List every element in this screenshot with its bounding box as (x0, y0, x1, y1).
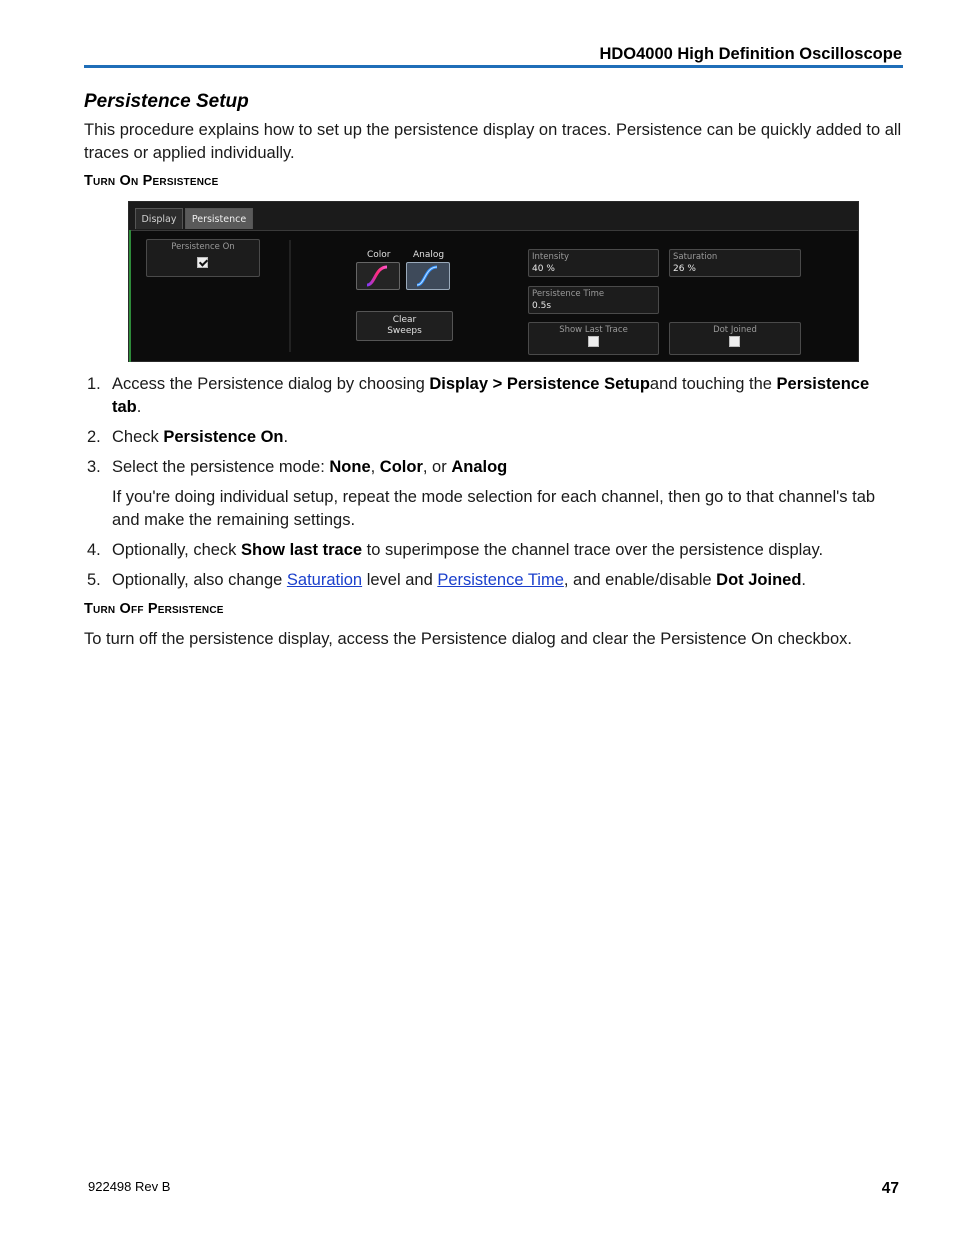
dot-joined-control[interactable] (669, 322, 801, 355)
persistence-dialog-screenshot (128, 201, 859, 362)
section-title: Persistence Setup (84, 91, 249, 112)
tab-display[interactable]: Display (135, 208, 183, 229)
step-number: 1. (87, 375, 101, 393)
clear-sweeps-line1: Clear (392, 315, 417, 325)
show-last-trace-checkbox[interactable] (588, 336, 599, 347)
step-note-text: If you're doing individual setup, repeat the mode selection for each channel, then go to that channel's tab and make the remaining settings. (112, 488, 876, 529)
persistence-time-label: Persistence Time (532, 289, 605, 299)
persistence-time-link[interactable]: Persistence Time (437, 571, 564, 589)
persistence-time-field[interactable] (528, 286, 659, 314)
panel-divider (289, 240, 291, 352)
color-curve-icon (357, 263, 399, 289)
mode-analog-button[interactable] (406, 262, 450, 290)
dot-joined-label: Dot Joined (713, 325, 757, 335)
step-number: 2. (87, 428, 101, 446)
step-text: Select the persistence mode: None, Color, or Analog (112, 458, 508, 476)
subhead-turn-off: Turn Off Persistence (84, 601, 224, 617)
intensity-label: Intensity (532, 252, 569, 262)
saturation-field[interactable] (669, 249, 801, 277)
tab-persistence[interactable]: Persistence (185, 208, 253, 229)
analog-curve-icon (407, 263, 449, 289)
step-number: 4. (87, 541, 101, 559)
clear-sweeps-button[interactable] (356, 311, 453, 341)
intensity-value: 40 % (532, 264, 555, 274)
dot-joined-checkbox[interactable] (729, 336, 740, 347)
mode-color-button[interactable] (356, 262, 400, 290)
intro-paragraph: This procedure explains how to set up the persistence display on traces. Persistence can be quickly added to all traces or applied individually. (84, 121, 902, 162)
saturation-value: 26 % (673, 264, 696, 274)
show-last-trace-control[interactable] (528, 322, 659, 355)
step-text: Check Persistence On. (112, 428, 289, 446)
clear-sweeps-line2: Sweeps (387, 326, 422, 336)
mode-label-analog: Analog (413, 250, 445, 260)
persistence-on-label: Persistence On (171, 242, 235, 252)
subhead-turn-on: Turn On Persistence (84, 173, 219, 189)
show-last-trace-label: Show Last Trace (559, 325, 628, 335)
intensity-field[interactable] (528, 249, 659, 277)
panel-left-edge (129, 230, 131, 362)
step-text: Optionally, also change Saturation level and Persistence Time, and enable/disable Dot Joined. (112, 571, 807, 589)
header-rule (84, 65, 903, 68)
persistence-on-checkbox[interactable] (197, 257, 208, 268)
step-text: Optionally, check Show last trace to superimpose the channel trace over the persistence display. (112, 541, 824, 559)
step-number: 3. (87, 458, 101, 476)
persistence-on-control[interactable] (146, 239, 260, 277)
footer-page-number: 47 (881, 1180, 899, 1197)
persistence-time-value: 0.5s (532, 301, 552, 311)
footer-doc-id: 922498 Rev B (88, 1179, 171, 1194)
step-text: Access the Persistence dialog by choosing Display > Persistence Setupand touching the Persistence tab. (112, 375, 870, 416)
saturation-link[interactable]: Saturation (286, 571, 363, 589)
dialog-tab-bar (129, 202, 858, 231)
mode-label-color: Color (367, 250, 391, 260)
step-number: 5. (87, 571, 101, 589)
outro-paragraph: To turn off the persistence display, access the Persistence dialog and clear the Persistence On checkbox. (84, 630, 852, 648)
saturation-label: Saturation (673, 252, 718, 262)
header-title: HDO4000 High Definition Oscilloscope (599, 45, 902, 63)
